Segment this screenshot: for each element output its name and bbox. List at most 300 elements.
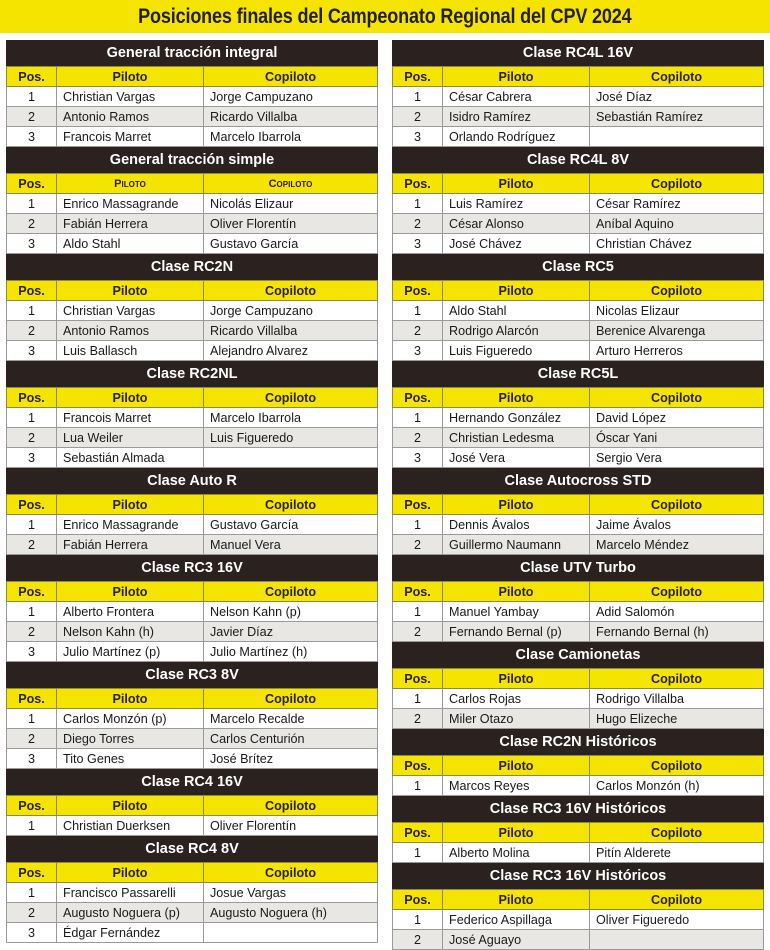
table-row (393, 408, 764, 428)
position-cell: 3 (393, 448, 443, 468)
piloto-cell: Fabián Herrera (57, 214, 204, 234)
position-cell: 2 (7, 214, 57, 234)
class-title: Clase RC2NL (6, 361, 378, 387)
class-title: Clase RC3 16V Históricos (392, 863, 764, 889)
class-results-block (6, 836, 378, 943)
copiloto-cell: Nelson Kahn (p) (204, 602, 378, 622)
class-results-block (392, 361, 764, 468)
copiloto-cell: Adid Salomón (590, 602, 764, 622)
table-row (393, 234, 764, 254)
header-piloto: Piloto (443, 582, 590, 602)
position-cell: 1 (7, 883, 57, 903)
class-title: Clase RC4L 16V (392, 40, 764, 66)
piloto-cell: Carlos Rojas (443, 689, 590, 709)
position-cell: 1 (7, 515, 57, 535)
table-row (7, 622, 378, 642)
class-title: Clase Autocross STD (392, 468, 764, 494)
copiloto-cell: Rodrigo Villalba (590, 689, 764, 709)
table-row (7, 535, 378, 555)
class-results-block (6, 361, 378, 468)
table-row (393, 689, 764, 709)
copiloto-cell: Marcelo Ibarrola (204, 408, 378, 428)
copiloto-cell: Ricardo Villalba (204, 107, 378, 127)
header-copiloto: Copiloto (590, 823, 764, 843)
piloto-cell: Antonio Ramos (57, 107, 204, 127)
class-results-block (392, 729, 764, 796)
class-title: Clase Auto R (6, 468, 378, 494)
class-title: Clase RC5L (392, 361, 764, 387)
position-cell: 1 (393, 301, 443, 321)
copiloto-cell: Marcelo Ibarrola (204, 127, 378, 147)
table-row (393, 709, 764, 729)
table-row (7, 87, 378, 107)
class-title: Clase RC3 16V (6, 555, 378, 581)
header-pos: Pos. (7, 796, 57, 816)
position-cell: 3 (7, 341, 57, 361)
header-piloto: Piloto (443, 281, 590, 301)
header-copiloto: Copiloto (590, 495, 764, 515)
piloto-cell: José Vera (443, 448, 590, 468)
header-piloto: Piloto (443, 890, 590, 910)
position-cell: 2 (393, 709, 443, 729)
piloto-cell: César Alonso (443, 214, 590, 234)
table-row (7, 194, 378, 214)
class-title: Clase RC4 16V (6, 769, 378, 795)
header-piloto: Piloto (57, 388, 204, 408)
copiloto-cell: Manuel Vera (204, 535, 378, 555)
position-cell: 1 (7, 408, 57, 428)
position-cell: 2 (7, 535, 57, 555)
table-row (393, 776, 764, 796)
table-row (7, 642, 378, 662)
copiloto-cell: Nicolás Elizaur (204, 194, 378, 214)
class-results-block (6, 662, 378, 769)
copiloto-cell (590, 930, 764, 950)
copiloto-cell: Oliver Florentín (204, 816, 378, 836)
table-row (7, 816, 378, 836)
header-pos: Pos. (7, 281, 57, 301)
piloto-cell: Francisco Passarelli (57, 883, 204, 903)
table-row (7, 602, 378, 622)
table-row (393, 321, 764, 341)
results-table (392, 581, 764, 642)
header-pos: Pos. (393, 174, 443, 194)
class-title: Clase RC2N (6, 254, 378, 280)
table-header-row (7, 281, 378, 301)
results-table (6, 688, 378, 769)
piloto-cell: Hernando González (443, 408, 590, 428)
position-cell: 1 (393, 910, 443, 930)
header-pos: Pos. (393, 67, 443, 87)
header-piloto: Piloto (443, 823, 590, 843)
position-cell: 1 (393, 776, 443, 796)
results-table (6, 862, 378, 943)
copiloto-cell: Augusto Noguera (h) (204, 903, 378, 923)
header-piloto: Piloto (443, 388, 590, 408)
position-cell: 1 (393, 87, 443, 107)
position-cell: 3 (393, 341, 443, 361)
position-cell: 3 (393, 127, 443, 147)
table-header-row (393, 890, 764, 910)
copiloto-cell: Aníbal Aquino (590, 214, 764, 234)
copiloto-cell: Sebastián Ramírez (590, 107, 764, 127)
piloto-cell: Isidro Ramírez (443, 107, 590, 127)
table-row (7, 408, 378, 428)
class-title: Clase RC3 8V (6, 662, 378, 688)
copiloto-cell: Fernando Bernal (h) (590, 622, 764, 642)
piloto-cell: Luis Ramírez (443, 194, 590, 214)
table-row (393, 515, 764, 535)
piloto-cell: Federico Aspillaga (443, 910, 590, 930)
position-cell: 2 (393, 930, 443, 950)
position-cell: 3 (7, 923, 57, 943)
piloto-cell: Dennis Ávalos (443, 515, 590, 535)
table-row (7, 448, 378, 468)
table-row (393, 843, 764, 863)
piloto-cell: Aldo Stahl (57, 234, 204, 254)
header-pos: Pos. (7, 388, 57, 408)
results-table (392, 173, 764, 254)
class-results-block (392, 642, 764, 729)
header-piloto: Piloto (443, 669, 590, 689)
results-table (392, 822, 764, 863)
class-results-block (392, 796, 764, 863)
piloto-cell: Alberto Frontera (57, 602, 204, 622)
piloto-cell: Augusto Noguera (p) (57, 903, 204, 923)
copiloto-cell: César Ramírez (590, 194, 764, 214)
position-cell: 1 (7, 194, 57, 214)
copiloto-cell: Jaime Ávalos (590, 515, 764, 535)
table-header-row (7, 689, 378, 709)
header-copiloto: Copiloto (590, 388, 764, 408)
piloto-cell: Orlando Rodríguez (443, 127, 590, 147)
class-results-block (6, 254, 378, 361)
position-cell: 2 (393, 428, 443, 448)
piloto-cell: Édgar Fernández (57, 923, 204, 943)
position-cell: 1 (7, 602, 57, 622)
piloto-cell: Christian Ledesma (443, 428, 590, 448)
copiloto-cell: Alejandro Alvarez (204, 341, 378, 361)
piloto-cell: Antonio Ramos (57, 321, 204, 341)
piloto-cell: Carlos Monzón (p) (57, 709, 204, 729)
page-title: Posiciones finales del Campeonato Regional del CPV 2024 (138, 4, 632, 28)
class-results-block (6, 147, 378, 254)
copiloto-cell: José Díaz (590, 87, 764, 107)
table-row (393, 622, 764, 642)
copiloto-cell: Carlos Centurión (204, 729, 378, 749)
copiloto-cell: Pitín Alderete (590, 843, 764, 863)
table-row (393, 301, 764, 321)
header-pos: Pos. (7, 495, 57, 515)
results-table (392, 668, 764, 729)
table-row (393, 910, 764, 930)
header-piloto: Piloto (57, 689, 204, 709)
position-cell: 1 (393, 843, 443, 863)
header-pos: Pos. (7, 863, 57, 883)
results-table (392, 280, 764, 361)
results-table (392, 66, 764, 147)
header-copiloto: Copiloto (204, 281, 378, 301)
piloto-cell: Rodrigo Alarcón (443, 321, 590, 341)
table-header-row (7, 863, 378, 883)
class-title: Clase RC4L 8V (392, 147, 764, 173)
piloto-cell: José Chávez (443, 234, 590, 254)
position-cell: 2 (7, 903, 57, 923)
header-piloto: Piloto (57, 174, 204, 194)
piloto-cell: César Cabrera (443, 87, 590, 107)
header-copiloto: Copiloto (590, 669, 764, 689)
position-cell: 2 (393, 535, 443, 555)
results-table (6, 581, 378, 662)
piloto-cell: Aldo Stahl (443, 301, 590, 321)
header-pos: Pos. (7, 174, 57, 194)
table-row (7, 234, 378, 254)
piloto-cell: Enrico Massagrande (57, 194, 204, 214)
position-cell: 2 (393, 321, 443, 341)
piloto-cell: Francois Marret (57, 408, 204, 428)
header-piloto: Piloto (443, 67, 590, 87)
class-results-block (392, 147, 764, 254)
position-cell: 1 (7, 87, 57, 107)
copiloto-cell: Jorge Campuzano (204, 301, 378, 321)
header-pos: Pos. (393, 281, 443, 301)
piloto-cell: Nelson Kahn (h) (57, 622, 204, 642)
piloto-cell: Christian Duerksen (57, 816, 204, 836)
header-pos: Pos. (393, 890, 443, 910)
header-pos: Pos. (7, 689, 57, 709)
header-copiloto: Copiloto (204, 796, 378, 816)
position-cell: 3 (7, 749, 57, 769)
piloto-cell: Miler Otazo (443, 709, 590, 729)
copiloto-cell: Carlos Monzón (h) (590, 776, 764, 796)
results-table (392, 387, 764, 468)
class-title: General tracción integral (6, 40, 378, 66)
table-header-row (7, 495, 378, 515)
table-header-row (7, 796, 378, 816)
header-copiloto: Copiloto (204, 388, 378, 408)
position-cell: 1 (7, 816, 57, 836)
piloto-cell: Manuel Yambay (443, 602, 590, 622)
header-copiloto: Copiloto (204, 495, 378, 515)
copiloto-cell: Luis Figueredo (204, 428, 378, 448)
class-results-block (6, 769, 378, 836)
piloto-cell: Luis Figueredo (443, 341, 590, 361)
table-header-row (393, 756, 764, 776)
header-piloto: Piloto (57, 495, 204, 515)
position-cell: 1 (7, 709, 57, 729)
table-header-row (393, 669, 764, 689)
right-column (392, 40, 764, 950)
header-pos: Pos. (393, 669, 443, 689)
copiloto-cell: Nicolas Elizaur (590, 301, 764, 321)
left-column (6, 40, 378, 943)
header-pos: Pos. (393, 495, 443, 515)
copiloto-cell: David López (590, 408, 764, 428)
position-cell: 1 (393, 602, 443, 622)
table-header-row (393, 582, 764, 602)
class-results-block (392, 555, 764, 642)
piloto-cell: Julio Martínez (p) (57, 642, 204, 662)
header-copiloto: Copiloto (590, 582, 764, 602)
piloto-cell: Francois Marret (57, 127, 204, 147)
piloto-cell: Lua Weiler (57, 428, 204, 448)
header-piloto: Piloto (443, 495, 590, 515)
header-copiloto: Copiloto (204, 863, 378, 883)
copiloto-cell: Marcelo Méndez (590, 535, 764, 555)
position-cell: 2 (393, 214, 443, 234)
position-cell: 2 (7, 107, 57, 127)
table-header-row (7, 67, 378, 87)
table-row (7, 923, 378, 943)
position-cell: 3 (7, 642, 57, 662)
header-piloto: Piloto (57, 281, 204, 301)
results-table (392, 889, 764, 950)
header-copiloto: Copiloto (590, 890, 764, 910)
copiloto-cell: Gustavo García (204, 234, 378, 254)
copiloto-cell (204, 923, 378, 943)
table-row (7, 729, 378, 749)
table-row (393, 87, 764, 107)
copiloto-cell: Josue Vargas (204, 883, 378, 903)
class-title: Clase RC5 (392, 254, 764, 280)
piloto-cell: Fabián Herrera (57, 535, 204, 555)
position-cell: 2 (7, 321, 57, 341)
header-copiloto: Copiloto (590, 67, 764, 87)
copiloto-cell: Christian Chávez (590, 234, 764, 254)
class-results-block (392, 468, 764, 555)
table-row (393, 428, 764, 448)
copiloto-cell (204, 448, 378, 468)
copiloto-cell: Hugo Elizeche (590, 709, 764, 729)
copiloto-cell: Jorge Campuzano (204, 87, 378, 107)
table-row (393, 194, 764, 214)
position-cell: 2 (393, 107, 443, 127)
table-header-row (7, 174, 378, 194)
results-table (6, 173, 378, 254)
position-cell: 3 (7, 127, 57, 147)
position-cell: 2 (7, 729, 57, 749)
copiloto-cell: Ricardo Villalba (204, 321, 378, 341)
copiloto-cell: Oliver Florentín (204, 214, 378, 234)
table-row (393, 341, 764, 361)
position-cell: 3 (393, 234, 443, 254)
header-piloto: Piloto (57, 863, 204, 883)
piloto-cell: Marcos Reyes (443, 776, 590, 796)
header-piloto: Piloto (57, 582, 204, 602)
position-cell: 2 (7, 622, 57, 642)
position-cell: 2 (7, 428, 57, 448)
class-title: Clase RC4 8V (6, 836, 378, 862)
class-title: Clase RC2N Históricos (392, 729, 764, 755)
piloto-cell: Diego Torres (57, 729, 204, 749)
class-results-block (392, 863, 764, 950)
results-table (392, 755, 764, 796)
piloto-cell: Christian Vargas (57, 87, 204, 107)
header-copiloto: Copiloto (590, 174, 764, 194)
table-row (393, 107, 764, 127)
header-piloto: Piloto (57, 796, 204, 816)
table-header-row (7, 388, 378, 408)
copiloto-cell: Berenice Alvarenga (590, 321, 764, 341)
table-row (393, 214, 764, 234)
table-header-row (393, 67, 764, 87)
header-copiloto: Copiloto (204, 582, 378, 602)
copiloto-cell (590, 127, 764, 147)
header-piloto: Piloto (443, 756, 590, 776)
table-header-row (393, 388, 764, 408)
header-copiloto: Copiloto (590, 756, 764, 776)
copiloto-cell: Gustavo García (204, 515, 378, 535)
table-row (393, 448, 764, 468)
table-row (7, 107, 378, 127)
copiloto-cell: Óscar Yani (590, 428, 764, 448)
table-row (7, 903, 378, 923)
position-cell: 1 (393, 408, 443, 428)
table-header-row (393, 823, 764, 843)
table-row (7, 749, 378, 769)
position-cell: 1 (393, 689, 443, 709)
piloto-cell: Enrico Massagrande (57, 515, 204, 535)
header-pos: Pos. (393, 582, 443, 602)
table-row (393, 602, 764, 622)
header-copiloto: Copiloto (204, 689, 378, 709)
table-header-row (393, 495, 764, 515)
table-row (7, 341, 378, 361)
class-results-block (6, 468, 378, 555)
header-piloto: Piloto (57, 67, 204, 87)
piloto-cell: Guillermo Naumann (443, 535, 590, 555)
position-cell: 1 (7, 301, 57, 321)
header-pos: Pos. (393, 756, 443, 776)
copiloto-cell: Julio Martínez (h) (204, 642, 378, 662)
copiloto-cell: Oliver Figueredo (590, 910, 764, 930)
results-table (6, 280, 378, 361)
class-results-block (6, 555, 378, 662)
position-cell: 3 (7, 234, 57, 254)
title-banner (0, 0, 770, 33)
table-row (7, 515, 378, 535)
class-title: Clase UTV Turbo (392, 555, 764, 581)
results-table (6, 66, 378, 147)
position-cell: 2 (393, 622, 443, 642)
table-header-row (393, 281, 764, 301)
table-row (7, 709, 378, 729)
class-title: Clase Camionetas (392, 642, 764, 668)
copiloto-cell: José Brítez (204, 749, 378, 769)
class-title: General tracción simple (6, 147, 378, 173)
piloto-cell: Luis Ballasch (57, 341, 204, 361)
table-header-row (7, 582, 378, 602)
piloto-cell: Tito Genes (57, 749, 204, 769)
piloto-cell: José Aguayo (443, 930, 590, 950)
table-row (7, 214, 378, 234)
results-table (392, 494, 764, 555)
copiloto-cell: Sergio Vera (590, 448, 764, 468)
table-header-row (393, 174, 764, 194)
header-pos: Pos. (7, 582, 57, 602)
results-table (6, 494, 378, 555)
class-results-block (6, 40, 378, 147)
class-title: Clase RC3 16V Históricos (392, 796, 764, 822)
header-copiloto: Copiloto (204, 174, 378, 194)
copiloto-cell: Marcelo Recalde (204, 709, 378, 729)
header-pos: Pos. (7, 67, 57, 87)
position-cell: 3 (7, 448, 57, 468)
results-table (6, 387, 378, 468)
table-row (393, 930, 764, 950)
header-copiloto: Copiloto (204, 67, 378, 87)
table-row (7, 301, 378, 321)
